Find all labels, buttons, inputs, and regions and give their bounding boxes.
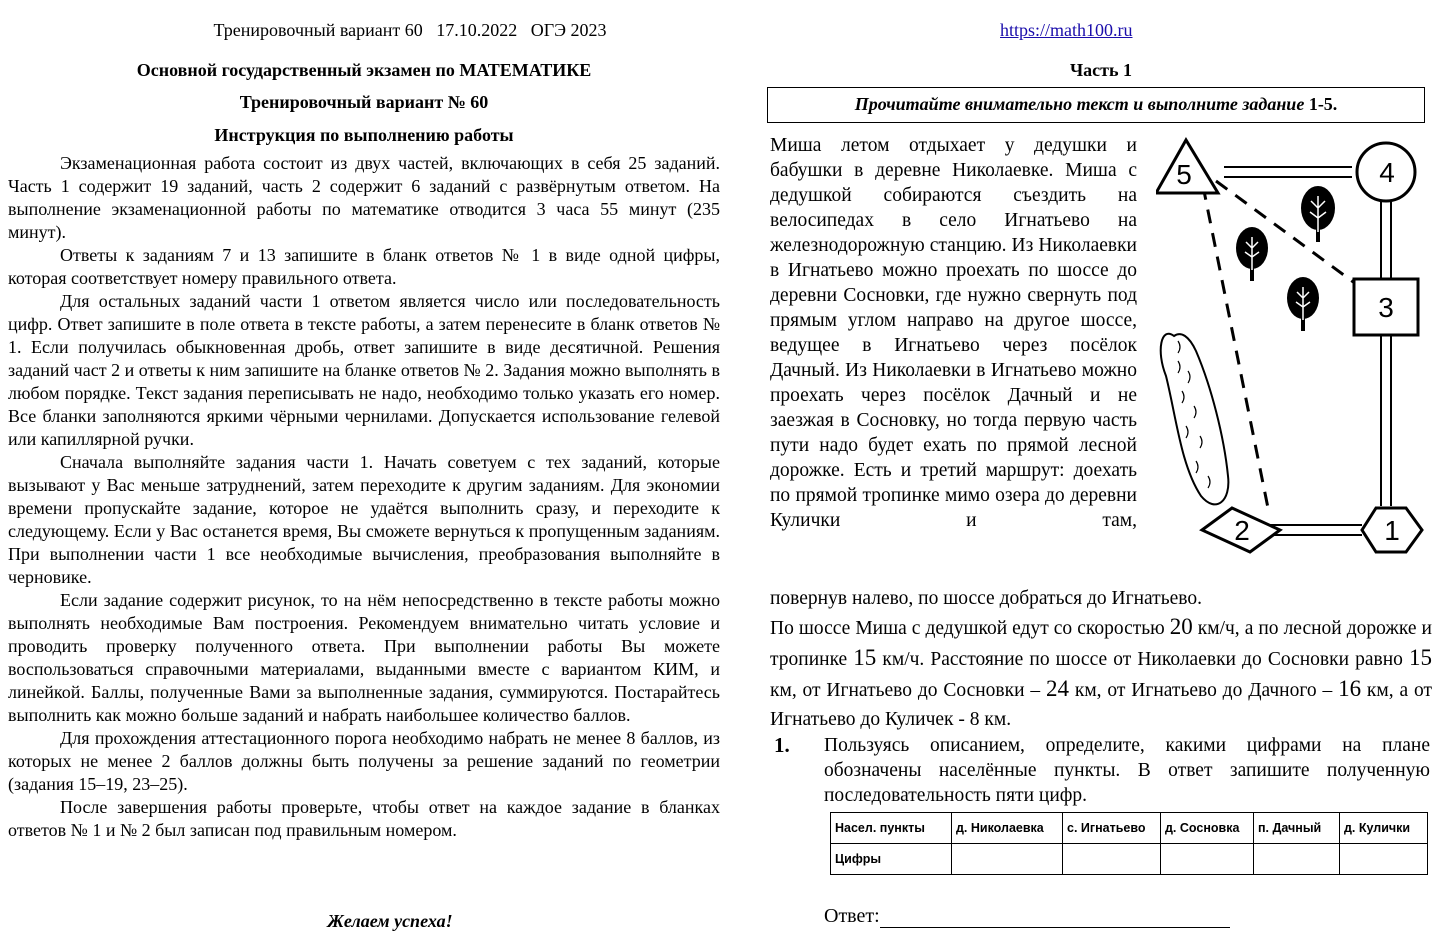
header-variant-line: Тренировочный вариант 60 17.10.2022 ОГЭ 2023 [213, 20, 607, 40]
facts-part: км/ч, а по лесной дорожке и тропинке [770, 618, 1432, 670]
table-header-cell: д. Кулички [1340, 813, 1428, 844]
facts-value: 15 [1409, 645, 1432, 670]
task-number: 1. [774, 733, 790, 757]
answer-cell[interactable] [1063, 844, 1161, 875]
instruction-paragraph: После завершения работы проверьте, чтобы ответ на каждое задание в бланках ответов № 1 и № 2 был записан под правильным номером. [8, 797, 720, 840]
wish-text: Желаем успеха! [327, 911, 453, 931]
instruction-paragraph: Сначала выполняйте задания части 1. Начать советуем с тех заданий, которые вызывают у Вас меньше затруднений, затем переходите к другим заданиям. Для экономии времени пропускайте задание, которое не удаётся выполнить сразу, и переходите к следующему. Если у Вас останется время, Вы сможете вернуться к пропущенным заданиям. При выполнении части 1 все необходимые вычисления, преобразования выполняйте в черновике. [8, 452, 720, 587]
answer-cell[interactable] [1340, 844, 1428, 875]
story-tail: повернув налево, по шоссе добраться до Игнатьево. [770, 588, 1202, 609]
site-link[interactable]: https://math100.ru [1000, 20, 1133, 40]
answer-cell[interactable] [1161, 844, 1254, 875]
instruction-paragraph: Для прохождения аттестационного порога необходимо набрать не менее 8 баллов, из которых не менее 2 баллов должны быть получены за решение заданий по геометрии (задания 15–19, 23–25). [8, 728, 720, 794]
facts-part: км/ч. Расстояние по шоссе от Николаевки до Сосновки равно [876, 649, 1409, 670]
map-label-1: 1 [1384, 515, 1400, 546]
map-label-5: 5 [1176, 159, 1192, 190]
instruction-title: Инструкция по выполнению работы [214, 125, 514, 145]
facts-value: 16 [1338, 676, 1362, 701]
instruction-box-text: Прочитайте внимательно текст и выполните задание [854, 94, 1309, 114]
instruction-paragraph: Ответы к заданиям 7 и 13 запишите в бланк ответов № 1 в виде одной цифры, которая соответствует номеру правильного ответа. [8, 245, 720, 288]
facts-text [770, 612, 1432, 734]
facts-part: км, от Игнатьево до Сосновки – [770, 680, 1046, 701]
answer-cell[interactable] [1254, 844, 1340, 875]
exam-title: Основной государственный экзамен по МАТЕМАТИКЕ [136, 60, 592, 80]
instruction-paragraph: Экзаменационная работа состоит из двух частей, включающих в себя 25 заданий. Часть 1 содержит 19 заданий, часть 2 содержит 6 заданий с развёрнутым ответом. На выполнение экзаменационной работы по математике отводится 3 часа 55 минут (235 минут). [8, 153, 720, 242]
answer-line[interactable] [880, 909, 1230, 928]
facts-part: км, а от Игнатьево до Куличек - 8 км. [770, 680, 1432, 730]
map-label-4: 4 [1379, 157, 1395, 188]
table-header-cell: д. Николаевка [952, 813, 1063, 844]
table-row [831, 813, 1428, 844]
answer-table [830, 812, 1428, 875]
facts-value: 15 [853, 645, 877, 670]
table-header-cell: с. Игнатьево [1063, 813, 1161, 844]
instruction-paragraph: Если задание содержит рисунок, то на нём непосредственно в тексте работы можно выполнять необходимые Вам построения. Рекомендуем внимательно читать условие и проводить проверку полученного ответа. При выполнении работы Вы можете воспользоваться справочными материалами, выданными вместе с вариантом КИМ, и линейкой. Баллы, полученные Вами за выполненные задания, суммируются. Постарайтесь выполнить как можно больше заданий и набрать наибольшее количество баллов. [8, 590, 720, 725]
table-row [831, 844, 1428, 875]
story-text: Миша летом отдыхает у дедушки и бабушки в деревне Николаевке. Миша с дедушкой собираются съездить на велосипедах в село Игнатьево на железнодорожную станцию. Из Николаевки в Игнатьево можно проехать по шоссе до деревни Сосновки, где нужно свернуть под прямым углом направо на другое шоссе, ведущее в Игнатьево через посёлок Дачный. Из Николаевки в Игнатьево можно проехать через посёлок Дачный и не заезжая в Сосновку, но тогда первую часть пути надо будет ехать по прямой лесной дорожке. Есть и третий маршрут: доехать по прямой тропинке мимо озера до деревни Кулички и там, [770, 135, 1137, 531]
variant-title: Тренировочный вариант № 60 [239, 92, 489, 112]
facts-part: км, от Игнатьево до Дачного – [1069, 680, 1339, 701]
facts-part: По шоссе Миша с дедушкой едут со скоростью [770, 618, 1170, 639]
table-header-cell: д. Сосновка [1161, 813, 1254, 844]
instruction-body [8, 152, 720, 842]
table-row-label: Цифры [831, 844, 952, 875]
map-label-3: 3 [1378, 292, 1394, 323]
map-label-2: 2 [1234, 515, 1250, 546]
facts-value: 24 [1046, 676, 1069, 701]
instruction-paragraph: Для остальных заданий части 1 ответом является число или последовательность цифр. Ответ запишите в поле ответа в тексте работы, а затем перенесите в бланк ответов № 1. Если получилась обыкновенная дробь, ответ запишите в виде десятичной. Решения заданий част 2 и ответы к ним запишите на бланке ответов № 2. Задания можно выполнять в любом порядке. Текст задания переписывать не надо, необходимо только указать его номер. Все бланки заполняются яркими чёрными чернилами. Допускается использование гелевой или капиллярной ручки. [8, 291, 720, 449]
answer-field [824, 905, 1230, 928]
answer-cell[interactable] [952, 844, 1063, 875]
lake-icon [1161, 334, 1229, 505]
instruction-box [767, 87, 1425, 123]
answer-label: Ответ: [824, 905, 880, 927]
route-map [1156, 136, 1436, 586]
table-header-cell: п. Дачный [1254, 813, 1340, 844]
table-header-cell: Насел. пункты [831, 813, 952, 844]
task-text: Пользуясь описанием, определите, какими цифрами на плане обозначены населённые пункты. В ответ запишите полученную последовательность пяти цифр. [824, 735, 1430, 806]
part-title: Часть 1 [1069, 60, 1133, 80]
instruction-box-range: 1-5. [1308, 94, 1338, 114]
facts-value: 20 [1169, 614, 1193, 639]
